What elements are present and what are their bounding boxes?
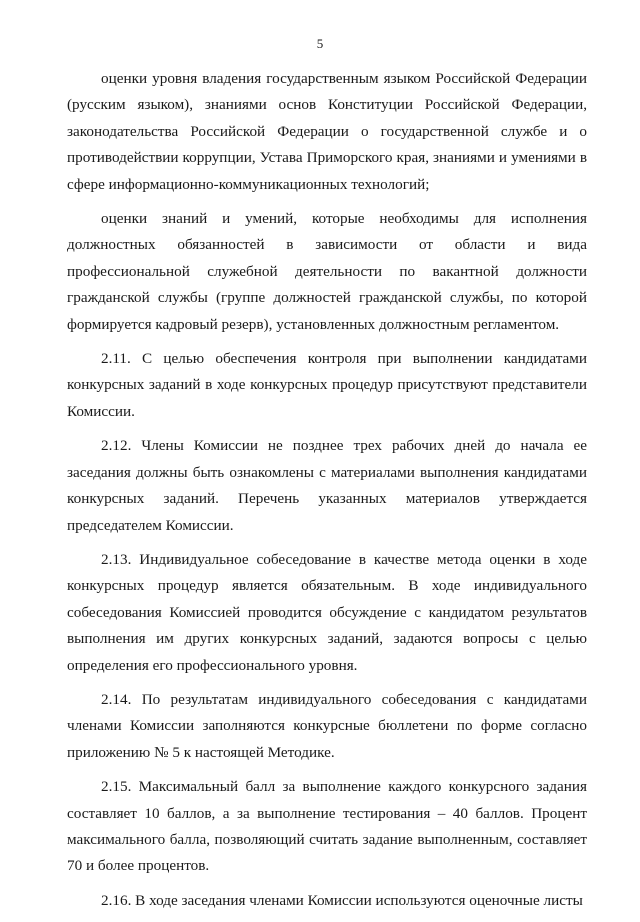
paragraph-2-11: 2.11. С целью обеспечения контроля при выполнении кандидатами конкурсных заданий в ходе конкурсных процедур присутствуют представители Комиссии. (67, 350, 587, 420)
paragraph-2-15: 2.15. Максимальный балл за выполнение каждого конкурсного задания составляет 10 баллов, а за выполнение тестирования – 40 баллов. Процент максимального балла, позволяющий считать задание выполненным, составляет 70 и более процентов. (67, 778, 587, 875)
paragraph-2-14: 2.14. По результатам индивидуального собеседования с кандидатами членами Комиссии заполняются конкурсные бюллетени по форме согласно приложению № 5 к настоящей Методике. (67, 690, 587, 761)
paragraph-knowledge-assessment: оценки знаний и умений, которые необходимы для исполнения должностных обязанностей в зависимости от области и вида профессиональной служебной деятельности по вакантной должности гражданской службы (группе должностей гражданской службы, по которой формируется кадровый резерв), установленных должностным регламентом. (67, 210, 587, 333)
paragraph-2-16: 2.16. В ходе заседания членами Комиссии используются оценочные листы (101, 891, 583, 909)
document-body (67, 66, 587, 922)
paragraph-2-13: 2.13. Индивидуальное собеседование в качестве метода оценки в ходе конкурсных процедур является обязательным. В ходе индивидуального собеседования Комиссией проводится обсуждение с кандидатом результатов выполнения им других конкурсных заданий, задаются вопросы с целью определения его профессионального уровня. (67, 550, 587, 674)
paragraph-2-12: 2.12. Члены Комиссии не позднее трех рабочих дней до начала ее заседания должны быть ознакомлены с материалами выполнения кандидатами конкурсных заданий. Перечень указанных материалов утверждается председателем Комиссии. (67, 437, 587, 534)
page-number: 5 (316, 36, 324, 51)
paragraph-language-assessment: оценки уровня владения государственным языком Российской Федерации (русским языком), знаниями основ Конституции Российской Федерации, законодательства Российской Федерации о государственной службе и о противодействии коррупции, Устава Приморского края, знаниями и умениями в сфере информационно-коммуникационных технологий; (67, 70, 587, 193)
